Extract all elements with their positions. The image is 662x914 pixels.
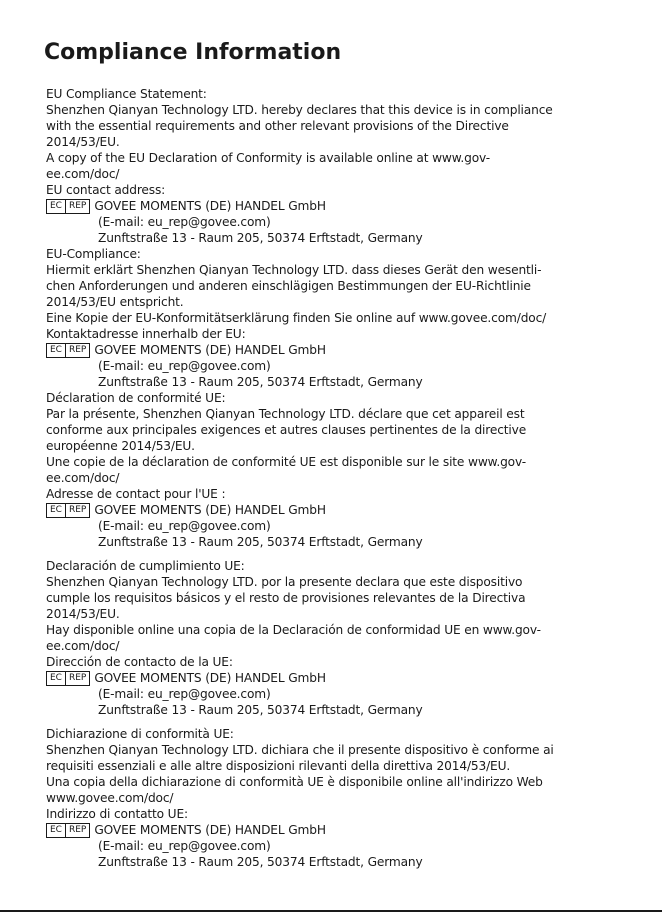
- section-text-line: Shenzhen Qianyan Technology LTD. hereby declares that this device is in compliance: [46, 103, 553, 117]
- ec-rep-badge-left: EC: [50, 504, 62, 515]
- ec-rep-badge-left: EC: [50, 672, 62, 683]
- section-text-line: européenne 2014/53/EU.: [46, 439, 195, 453]
- section-text-line: Dirección de contacto de la UE:: [46, 655, 233, 669]
- compliance-section: [46, 390, 626, 550]
- section-heading: Déclaration de conformité UE:: [46, 391, 226, 405]
- section-text-line: Par la présente, Shenzhen Qianyan Technology LTD. déclare que cet appareil est: [46, 407, 525, 421]
- section-spacer: [46, 550, 626, 558]
- eu-rep-address: Zunftstraße 13 - Raum 205, 50374 Erftstadt, Germany: [98, 535, 423, 549]
- section-text-line: Shenzhen Qianyan Technology LTD. dichiara che il presente dispositivo è conforme ai: [46, 743, 554, 757]
- eu-rep-company-line: [46, 822, 626, 838]
- ec-rep-badge-right: REP: [65, 200, 89, 213]
- section-text-line: Indirizzo di contatto UE:: [46, 807, 188, 821]
- ec-rep-badge-right: REP: [65, 824, 89, 837]
- section-heading: Declaración de cumplimiento UE:: [46, 559, 245, 573]
- section-text-line: ee.com/doc/: [46, 639, 120, 653]
- section-text-line: 2014/53/EU entspricht.: [46, 295, 184, 309]
- compliance-section: [46, 246, 626, 390]
- eu-rep-email: (E-mail: eu_rep@govee.com): [98, 687, 271, 701]
- section-text-line: Kontaktadresse innerhalb der EU:: [46, 327, 246, 341]
- bottom-rule: [0, 910, 662, 912]
- eu-rep-email: (E-mail: eu_rep@govee.com): [98, 519, 271, 533]
- section-text-line: www.govee.com/doc/: [46, 791, 174, 805]
- section-text-line: 2014/53/EU.: [46, 607, 120, 621]
- ec-rep-badge-left: EC: [50, 344, 62, 355]
- ec-rep-badge-icon: [46, 343, 90, 358]
- ec-rep-badge-left: EC: [50, 824, 62, 835]
- section-text-line: Hay disponible online una copia de la Declaración de conformidad UE en www.gov-: [46, 623, 541, 637]
- eu-rep-email: (E-mail: eu_rep@govee.com): [98, 215, 271, 229]
- section-text-line: ee.com/doc/: [46, 167, 120, 181]
- section-spacer: [46, 718, 626, 726]
- compliance-content: [46, 86, 626, 870]
- section-text-line: Shenzhen Qianyan Technology LTD. por la presente declara que este dispositivo: [46, 575, 523, 589]
- eu-rep-address: Zunftstraße 13 - Raum 205, 50374 Erftstadt, Germany: [98, 703, 423, 717]
- section-text-line: 2014/53/EU.: [46, 135, 120, 149]
- section-text-line: ee.com/doc/: [46, 471, 120, 485]
- eu-rep-company-line: [46, 670, 626, 686]
- section-text-line: Eine Kopie der EU-Konformitätserklärung finden Sie online auf www.govee.com/doc/: [46, 311, 547, 325]
- section-text-line: EU contact address:: [46, 183, 166, 197]
- eu-rep-email: (E-mail: eu_rep@govee.com): [98, 359, 271, 373]
- compliance-section: [46, 726, 626, 870]
- page-title: Compliance Information: [44, 40, 342, 65]
- compliance-section: [46, 86, 626, 246]
- section-text-line: Una copia della dichiarazione di conformità UE è disponibile online all'indirizzo Web: [46, 775, 543, 789]
- ec-rep-badge-right: REP: [65, 504, 89, 517]
- ec-rep-badge-right: REP: [65, 344, 89, 357]
- ec-rep-badge-icon: [46, 671, 90, 686]
- eu-rep-company: GOVEE MOMENTS (DE) HANDEL GmbH: [94, 823, 326, 837]
- ec-rep-badge-icon: [46, 199, 90, 214]
- compliance-section: [46, 558, 626, 718]
- eu-rep-company: GOVEE MOMENTS (DE) HANDEL GmbH: [94, 199, 326, 213]
- section-text-line: Une copie de la déclaration de conformité UE est disponible sur le site www.gov-: [46, 455, 526, 469]
- eu-rep-company: GOVEE MOMENTS (DE) HANDEL GmbH: [94, 343, 326, 357]
- section-text-line: Adresse de contact pour l'UE :: [46, 487, 226, 501]
- ec-rep-badge-left: EC: [50, 200, 62, 211]
- eu-rep-company: GOVEE MOMENTS (DE) HANDEL GmbH: [94, 503, 326, 517]
- eu-rep-company-line: [46, 342, 626, 358]
- section-text-line: Hiermit erklärt Shenzhen Qianyan Technology LTD. dass dieses Gerät den wesentli-: [46, 263, 542, 277]
- section-heading: EU-Compliance:: [46, 247, 141, 261]
- eu-rep-company-line: [46, 502, 626, 518]
- ec-rep-badge-right: REP: [65, 672, 89, 685]
- eu-rep-address: Zunftstraße 13 - Raum 205, 50374 Erftstadt, Germany: [98, 231, 423, 245]
- eu-rep-company-line: [46, 198, 626, 214]
- ec-rep-badge-icon: [46, 503, 90, 518]
- section-heading: EU Compliance Statement:: [46, 87, 207, 101]
- section-text-line: cumple los requisitos básicos y el resto de provisiones relevantes de la Directiva: [46, 591, 526, 605]
- section-text-line: requisiti essenziali e alle altre disposizioni rilevanti della direttiva 2014/53/EU.: [46, 759, 511, 773]
- section-text-line: conforme aux principales exigences et autres clauses pertinentes de la directive: [46, 423, 527, 437]
- eu-rep-address: Zunftstraße 13 - Raum 205, 50374 Erftstadt, Germany: [98, 375, 423, 389]
- eu-rep-company: GOVEE MOMENTS (DE) HANDEL GmbH: [94, 671, 326, 685]
- section-text-line: A copy of the EU Declaration of Conformity is available online at www.gov-: [46, 151, 490, 165]
- section-heading: Dichiarazione di conformità UE:: [46, 727, 234, 741]
- eu-rep-email: (E-mail: eu_rep@govee.com): [98, 839, 271, 853]
- eu-rep-address: Zunftstraße 13 - Raum 205, 50374 Erftstadt, Germany: [98, 855, 423, 869]
- section-text-line: chen Anforderungen und anderen einschlägigen Bestimmungen der EU-Richtlinie: [46, 279, 531, 293]
- ec-rep-badge-icon: [46, 823, 90, 838]
- section-text-line: with the essential requirements and other relevant provisions of the Directive: [46, 119, 509, 133]
